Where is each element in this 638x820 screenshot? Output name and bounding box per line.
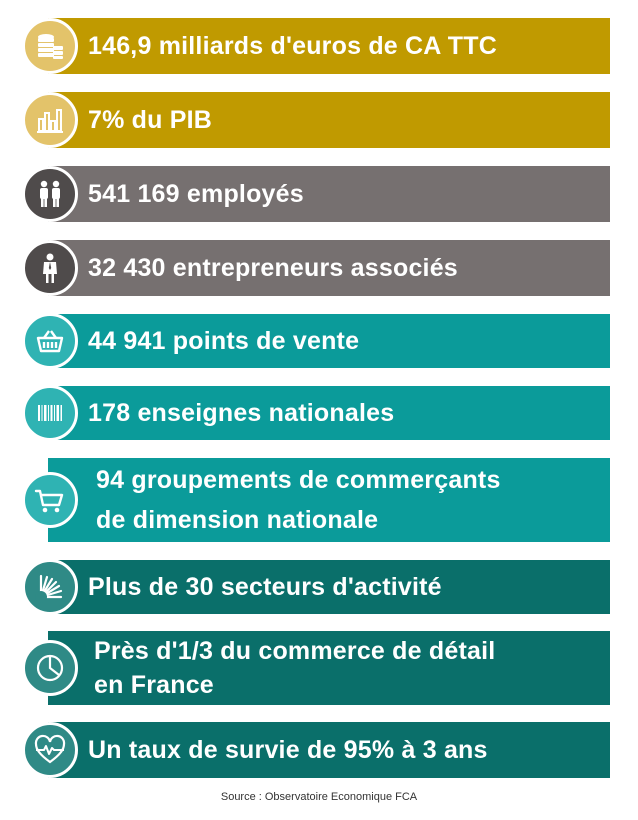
barcode-icon (22, 385, 78, 441)
stat-text: 32 430 entrepreneurs associés (88, 253, 458, 282)
stat-bar (48, 314, 610, 368)
stat-text: 146,9 milliards d'euros de CA TTC (88, 31, 497, 60)
stat-row-sectors (0, 560, 638, 614)
stat-text: 178 enseignes nationales (88, 398, 395, 427)
stat-bar (48, 722, 610, 778)
stat-text: 44 941 points de vente (88, 326, 360, 355)
heart-pulse-icon (22, 722, 78, 778)
stat-text: 541 169 employés (88, 179, 304, 208)
stat-row-revenue (0, 18, 638, 74)
stat-row-employees (0, 166, 638, 222)
coins-stack-icon (22, 18, 78, 74)
stat-bar (48, 240, 610, 296)
stat-row-entrepreneurs (0, 240, 638, 296)
stat-bar (48, 92, 610, 148)
stat-bar (48, 560, 610, 614)
people-icon (22, 166, 78, 222)
stat-row-stores (0, 314, 638, 368)
stat-bar (48, 458, 610, 542)
stat-row-survival (0, 722, 638, 778)
stat-row-retail-share (0, 631, 638, 705)
stat-text-line-1: Près d'1/3 du commerce de détail (94, 637, 496, 665)
stat-text: Plus de 30 secteurs d'activité (88, 572, 442, 601)
shopping-cart-icon (22, 472, 78, 528)
businessman-icon (22, 240, 78, 296)
stat-bar (48, 18, 610, 74)
stat-text-line-2: en France (94, 671, 214, 699)
stat-bar (48, 631, 610, 705)
stat-text: 7% du PIB (88, 105, 213, 134)
pie-clock-icon (22, 640, 78, 696)
source-note: Source : Observatoire Economique FCA (220, 791, 418, 803)
stat-row-groups (0, 458, 638, 542)
stat-row-brands (0, 386, 638, 440)
stat-text-line-2: de dimension nationale (96, 506, 379, 534)
stat-text: Un taux de survie de 95% à 3 ans (88, 735, 488, 764)
sunburst-icon (22, 559, 78, 615)
stat-row-gdp (0, 92, 638, 148)
stat-bar (48, 386, 610, 440)
stat-bar (48, 166, 610, 222)
stat-text-line-1: 94 groupements de commerçants (96, 466, 501, 494)
bar-chart-icon (22, 92, 78, 148)
basket-icon (22, 313, 78, 369)
